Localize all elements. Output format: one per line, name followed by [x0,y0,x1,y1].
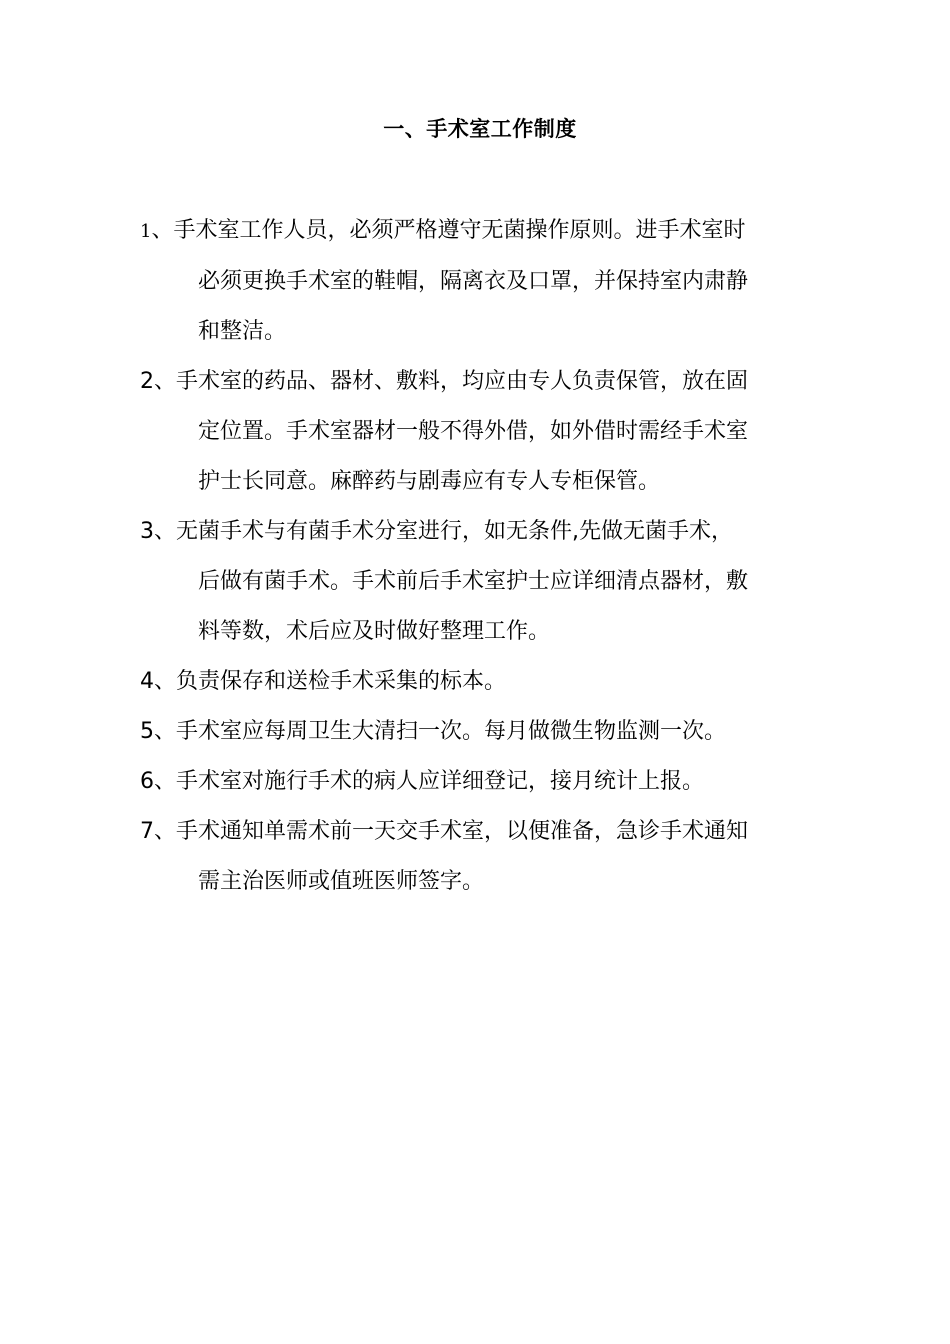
rule-line: 需主治医师或值班医师签字。 [198,869,485,894]
rule-text: 、手术室对施行手术的病人应详细登记，接月统计上报。 [154,769,705,794]
rule-item-5 [140,707,830,757]
rule-number: 5 [140,719,154,744]
rule-line [140,657,830,707]
rule-line: 料等数，术后应及时做好整理工作。 [198,619,551,644]
rule-line: 后做有菌手术。手术前后手术室护士应详细清点器材，敷 [198,569,749,594]
rule-line: 定位置。手术室器材一般不得外借，如外借时需经手术室 [198,419,749,444]
rule-number: 7 [140,819,154,844]
rule-item-3 [140,507,830,657]
rule-text: 、手术室工作人员，必须严格遵守无菌操作原则。进手术室时 [151,218,746,243]
rule-item-2 [140,357,830,507]
rule-text: 、手术室应每周卫生大清扫一次。每月做微生物监测一次。 [154,719,727,744]
rule-line [140,757,830,807]
rule-item-4 [140,657,830,707]
rule-number: 4 [140,669,154,694]
rule-line: 护士长同意。麻醉药与剧毒应有专人专柜保管。 [198,469,661,494]
rule-line [140,206,830,257]
rule-line [140,807,830,857]
rule-text: 、手术室的药品、器材、敷料，均应由专人负责保管，放在固 [154,369,749,394]
rules-list [140,206,830,907]
rule-line [140,357,830,407]
rule-item-6 [140,757,830,807]
rule-item-1 [140,206,830,357]
rule-line: 和整洁。 [198,319,287,344]
document-title: 一、手术室工作制度 [383,117,577,141]
rule-text: 、负责保存和送检手术采集的标本。 [154,669,507,694]
rule-number: 1 [140,221,152,242]
rule-line: 必须更换手术室的鞋帽，隔离衣及口罩，并保持室内肃静 [198,269,749,294]
rule-line [140,507,830,557]
rule-text: 、手术通知单需术前一天交手术室，以便准备，急诊手术通知 [154,819,749,844]
rule-number: 6 [140,769,154,794]
rule-number: 2 [140,369,154,394]
rule-line [140,707,830,757]
rule-text: 、无菌手术与有菌手术分室进行，如无条件,先做无菌手术， [154,519,733,544]
rule-number: 3 [140,519,154,544]
rule-item-7 [140,807,830,907]
